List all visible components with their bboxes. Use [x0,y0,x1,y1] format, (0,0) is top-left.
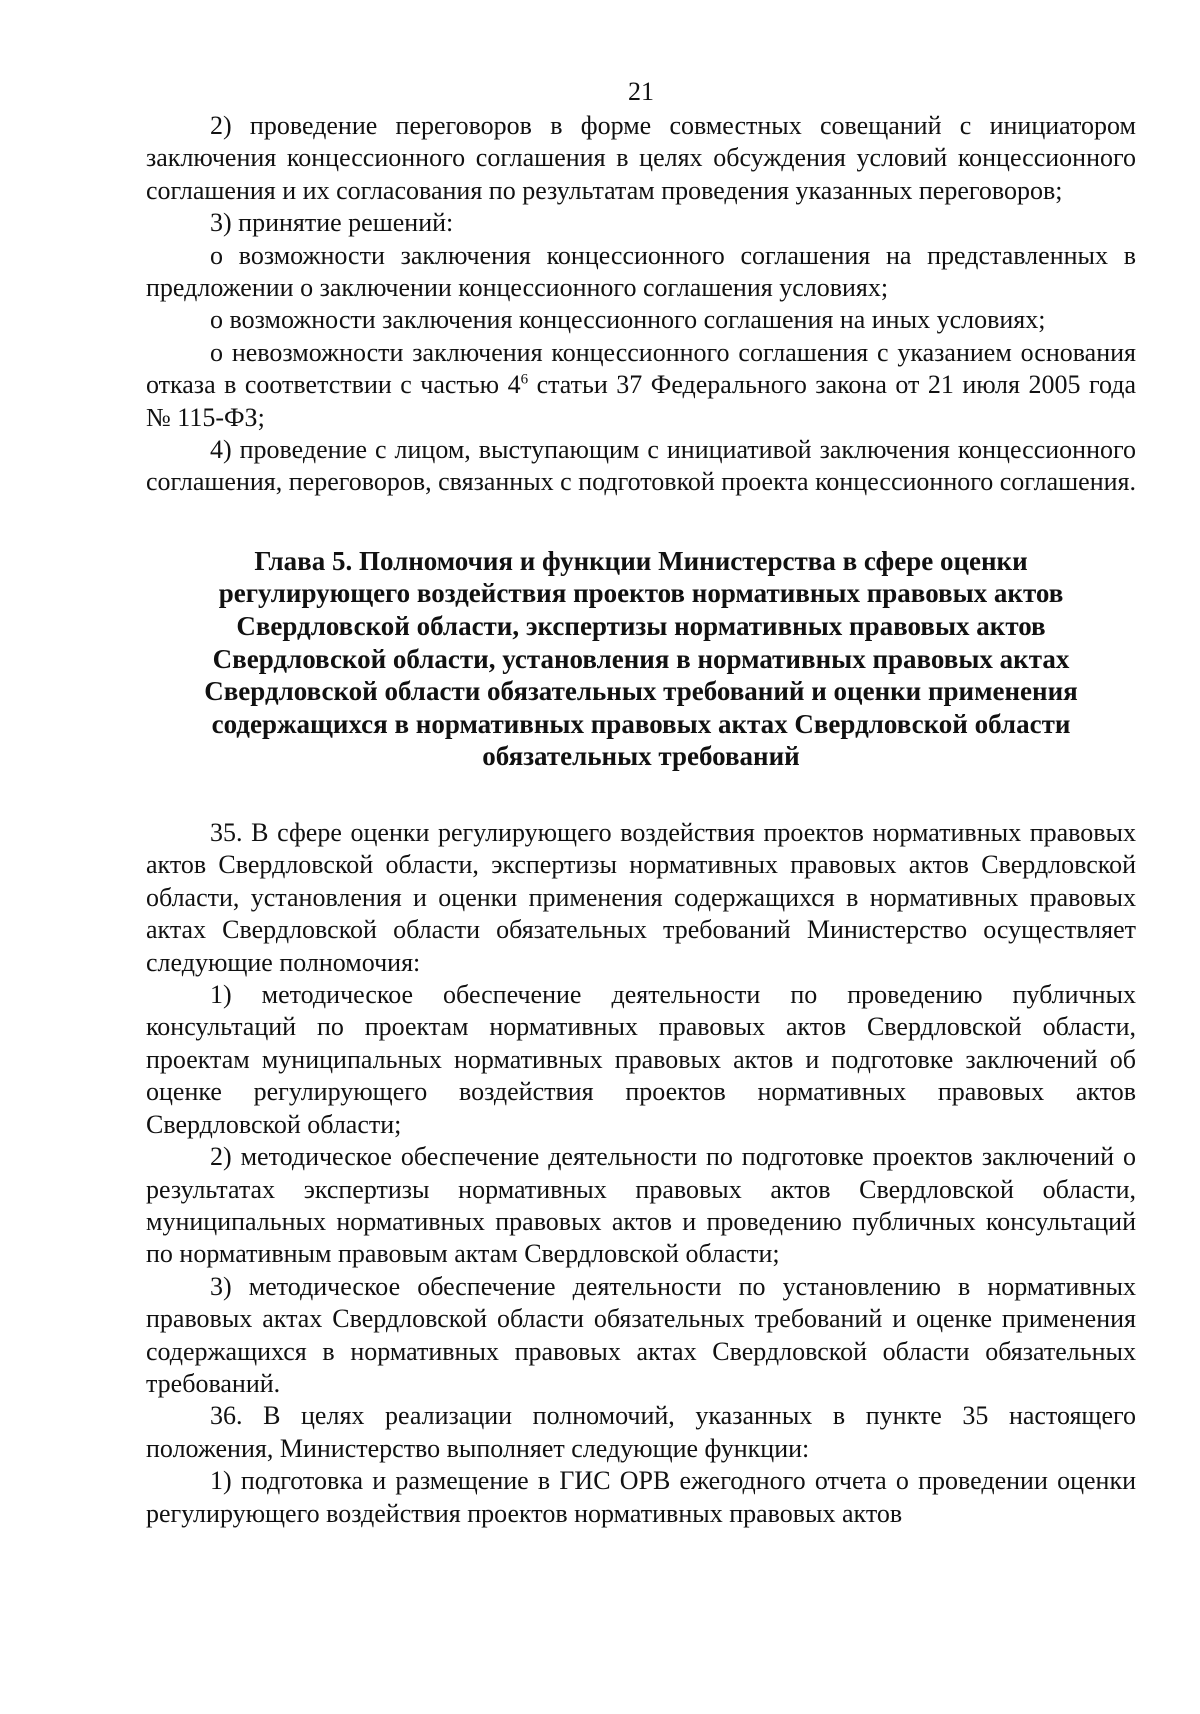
paragraph-item-3-decisions: 3) принятие решений: [210,208,454,238]
superscript-part-number: 6 [520,371,529,388]
paragraph-item-4-draft-negotiations: 4) проведение с лицом, выступающим с инициативой заключения концессионного соглашения, переговоров, связанных с подготовкой проекта концессионного соглашения. [146,435,1136,497]
paragraph-decision-impossible [146,337,1136,434]
paragraph-item-2-negotiations: 2) проведение переговоров в форме совместных совещаний с инициатором заключения концессионного соглашения в целях обсуждения условий концессионного соглашения и их согласования по результатам проведения указанных переговоров; [146,111,1136,205]
paragraph-35-item-1: 1) методическое обеспечение деятельности по проведению публичных консультаций по проектам нормативных правовых актов Свердловской области, проектам муниципальных нормативных правовых актов и подготовке заключений об оценке регулирующего воздействия проектов нормативных правовых актов Свердловской области; [146,980,1136,1139]
paragraph-35-item-3: 3) методическое обеспечение деятельности по установлению в нормативных правовых актах Свердловской области обязательных требований и оценке применения содержащихся в нормативных правовых актах Свердловской области обязательных требований. [146,1271,1136,1398]
chapter-heading: Глава 5. Полномочия и функции Министерства в сфере оценки регулирующего воздействия проектов нормативных правовых актов Свердловской области, экспертизы нормативных правовых актов Свердловской области, установления в нормативных правовых актах Свердловской области обязательных требований и оценки применения содержащихся в нормативных правовых актах Свердловской области обязательных требований [204,545,1078,772]
paragraph-35-powers: 35. В сфере оценки регулирующего воздействия проектов нормативных правовых актов Свердловской области, экспертизы нормативных правовых актов Свердловской области, установления и оценки применения содержащихся в нормативных правовых актах Свердловской области обязательных требований Министерство осуществляет следующие полномочия: [146,818,1136,977]
paragraph-36-item-1: 1) подготовка и размещение в ГИС ОРВ ежегодного отчета о проведении оценки регулирующего воздействия проектов нормативных правовых актов [146,1466,1136,1528]
paragraph-35-item-2: 2) методическое обеспечение деятельности по подготовке проектов заключений о результатах экспертизы нормативных правовых актов Свердловской области, муниципальных нормативных правовых актов и проведению публичных консультаций по нормативным правовым актам Свердловской области; [146,1142,1136,1269]
paragraph-decision-possible-other-terms: о возможности заключения концессионного соглашения на иных условиях; [210,305,1046,335]
document-page [146,76,1136,1530]
page-number: 21 [628,77,654,106]
paragraph-decision-impossible-text-before: о невозможности заключения концессионного соглашения с указанием основания отказа в соответствии с частью 4 [146,337,1136,400]
paragraph-decision-possible-proposed-terms: о возможности заключения концессионного соглашения на представленных в предложении о заключении концессионного соглашения условиях; [146,240,1136,303]
paragraph-decision-impossible-text-after: статьи 37 Федерального закона от 21 июля 2005 года № 115-ФЗ; [146,370,1137,432]
paragraph-36-functions: 36. В целях реализации полномочий, указанных в пункте 35 настоящего положения, Министерство выполняет следующие функции: [146,1401,1136,1463]
